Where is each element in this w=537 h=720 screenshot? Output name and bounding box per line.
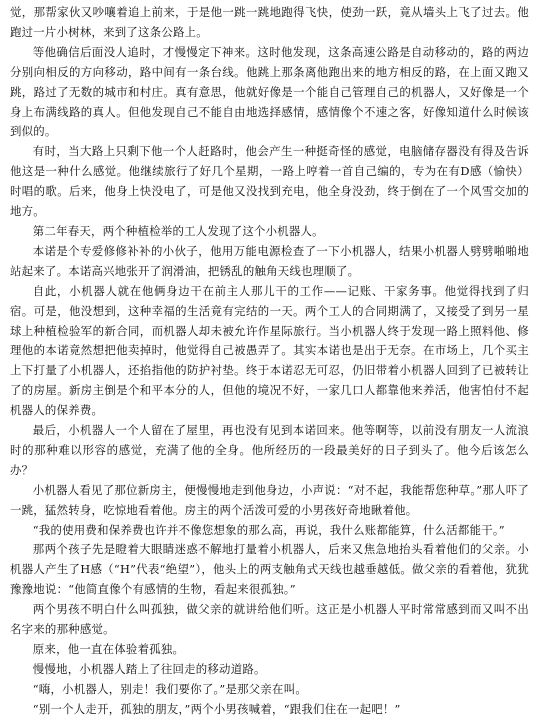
paragraph-8: 小机器人看见了那位新房主，便慢慢地走到他身边，小声说：“对不起，我能帮您种草。”那人吓了一跳，猛然转身，吃惊地看着他。房主的两个活泼可爱的小男孩好奇地瞅着他。 [10,482,529,517]
paragraph-6: 自此，小机器人就在他俩身边干在前主人那儿干的工作——记账、干家务事。他觉得找到了归宿。可是，他没想到，这种幸福的生活竟有完结的一天。两个工人的合同期满了，又接受了到另一星球上种植检验军的新合同，而机器人却未被允许作星际旅行。当小机器人终于发现一路上照料他、修理他的本诺竟然想把他卖掉时，他觉得自己被愚弄了。其实本诺也是出于无奈。在市场上，几个买主上下打量了小机器人，还掐指他的防护衬垫。终于本诺忍无可忍，仍旧带着小机器人回到了已被转让了的房屋。新房主倒是个和平本分的人，但他的境况不好，一家几口人都靠他来养活，他害怕付不起机器人的保养费。 [10,283,529,418]
paragraph-12: 原来，他一直在体验着孤独。 [32,642,185,656]
paragraph-13: 慢慢地，小机器人踏上了往回走的移动道路。 [32,661,266,676]
paragraph-11: 两个男孩不明白什么叫孤独，做父亲的就讲给他们听。这正是小机器人平时常常感到而又叫不出名字来的那种感觉。 [10,602,529,637]
paragraph-10: 那两个孩子先是瞪着大眼睛迷惑不解地打量着小机器人，后来又焦急地抬头看着他们的父亲。小机器人产生了H感（“H”代表“绝望”），他头上的两支触角式天线也越垂越低。做父亲的看着他，犹犹豫豫地说：“他简直像个有感情的生物，看起来很孤独。” [10,542,529,597]
paragraph-7: 最后，小机器人一个人留在了屋里，再也没有见到本诺回来。他等啊等，以前没有朋友一人流浪时的那种难以形容的感觉，充满了他的全身。他所经历的一段最美好的日子到头了。他今后该怎么办？ [10,423,529,477]
paragraph-1: 觉，那帮家伙又吵嚷着追上前来，于是他一跳一跳地跑得飞快，使劲一跃，竟从墙头上飞了过去。他跑过一片小树林，来到了这条公路上。 [10,5,529,39]
paragraph-14: “嗨，小机器人，别走！我们要你了。”是那父亲在叫。 [32,681,307,696]
paragraph-9: “我的使用费和保养费也许并不像您想象的那么高，再说，我什么账都能算，什么活都能干。” [32,522,505,537]
paragraph-4: 第二年春天，两个种植检举的工人发现了这个小机器人。 [32,223,324,238]
paragraph-2: 等他确信后面没人追时，才慢慢定下神来。这时他发现，这条高速公路是自动移动的，路的两边分别向相反的方向移动，路中间有一条台线。他跳上那条离他跑出来的地方相反的路，在上面又跑又跳，路过了无数的城市和村庄。真有意思，他就好像是一个能自己管理自己的机器人，又好像是一个身上布满线路的真人。但他发现自己不能自由地选择感情，感情像个不速之客，好像知道什么时候该到似的。 [10,44,529,139]
paragraph-3: 有时，当大路上只剩下他一个人赶路时，他会产生一种挺奇怪的感觉，电脑储存器没有得及告诉他这是一种什么感觉。他继续旅行了好几个星期，一路上哼着一首自己编的，专为在有D感（愉快）时唱的歌。后来，他身上快没电了，可是他又没找到充电，他全身没劲，终于倒在了一个风雪交加的地方。 [10,144,529,219]
paragraph-15: “别一个人走开，孤独的朋友，”两个小男孩喊着，“跟我们住在一起吧！” [32,701,401,716]
paragraph-5: 本诺是个专爱修修补补的小伙子，他用万能电源检查了一下小机器人，结果小机器人劈劈啪啪地站起来了。本诺高兴地张开了润滑油，把锈乱的触角天线也理顺了。 [10,243,529,278]
